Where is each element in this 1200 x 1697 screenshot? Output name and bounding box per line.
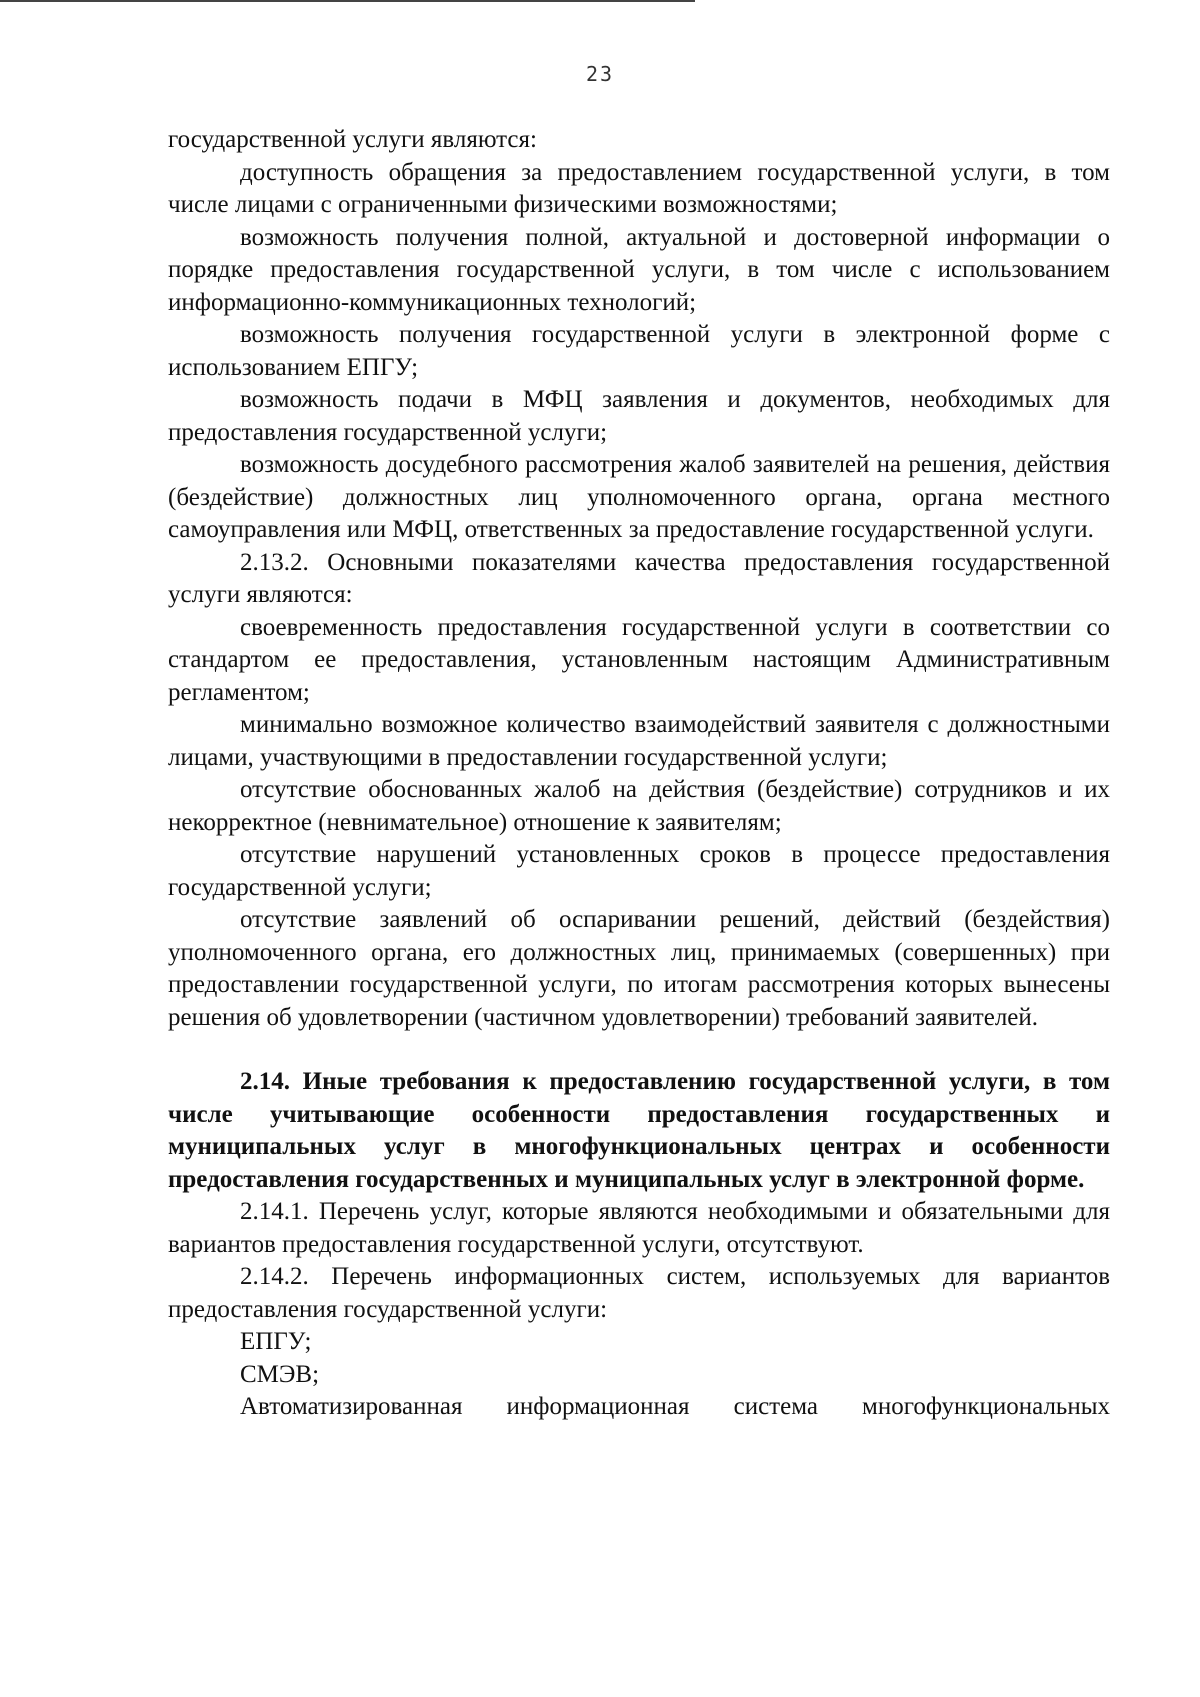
paragraph: отсутствие нарушений установленных сроков в процессе предоставления государственной услуги; xyxy=(168,841,1110,901)
paragraph: 2.14.2. Перечень информационных систем, используемых для вариантов предоставления государственной услуги: xyxy=(168,1263,1110,1323)
list-item: ЕПГУ; xyxy=(240,1328,312,1355)
document-body xyxy=(168,124,1110,1424)
paragraph: отсутствие обоснованных жалоб на действия (бездействие) сотрудников и их некорректное (невнимательное) отношение к заявителям; xyxy=(168,776,1110,836)
scan-edge-line xyxy=(0,0,695,2)
paragraph: отсутствие заявлений об оспаривании решений, действий (бездействия) уполномоченного органа, его должностных лиц, принимаемых (совершенных) при предоставлении государственной услуги, по итогам рассмотрения которых вынесены решения об удовлетворении (частичном удовлетворении) требований заявителей. xyxy=(168,906,1110,1031)
paragraph: 2.13.2. Основными показателями качества предоставления государственной услуги являются: xyxy=(168,548,1110,608)
paragraph: минимально возможное количество взаимодействий заявителя с должностными лицами, участвующими в предоставлении государственной услуги; xyxy=(168,711,1110,771)
paragraph: 2.14.1. Перечень услуг, которые являются необходимыми и обязательными для вариантов предоставления государственной услуги, отсутствуют. xyxy=(168,1198,1110,1258)
paragraph: возможность получения полной, актуальной и достоверной информации о порядке предоставления государственной услуги, в том числе с использованием информационно-коммуникационных технологий; xyxy=(168,223,1110,316)
page-number: 23 xyxy=(585,62,615,86)
section-heading: 2.14. Иные требования к предоставлению государственной услуги, в том числе учитывающие особенности предоставления государственных и муниципальных услуг в многофункциональных центрах и особенности предоставления государственных и муниципальных услуг в электронной форме. xyxy=(168,1068,1110,1193)
paragraph: возможность получения государственной услуги в электронной форме с использованием ЕПГУ; xyxy=(168,321,1110,381)
paragraph: своевременность предоставления государственной услуги в соответствии со стандартом ее предоставления, установленным настоящим Административным регламентом; xyxy=(168,613,1110,706)
paragraph: возможность подачи в МФЦ заявления и документов, необходимых для предоставления государственной услуги; xyxy=(168,386,1110,446)
paragraph: доступность обращения за предоставлением государственной услуги, в том числе лицами с ограниченными физическими возможностями; xyxy=(168,158,1110,218)
paragraph-continuation: государственной услуги являются: xyxy=(168,126,537,153)
list-item: СМЭВ; xyxy=(240,1360,320,1388)
paragraph: возможность досудебного рассмотрения жалоб заявителей на решения, действия (бездействие) должностных лиц уполномоченного органа, органа местного самоуправления или МФЦ, ответственных за предоставление государственной услуги. xyxy=(168,451,1110,543)
paragraph-last-line: Автоматизированная информационная система многофункциональных xyxy=(240,1393,1110,1420)
